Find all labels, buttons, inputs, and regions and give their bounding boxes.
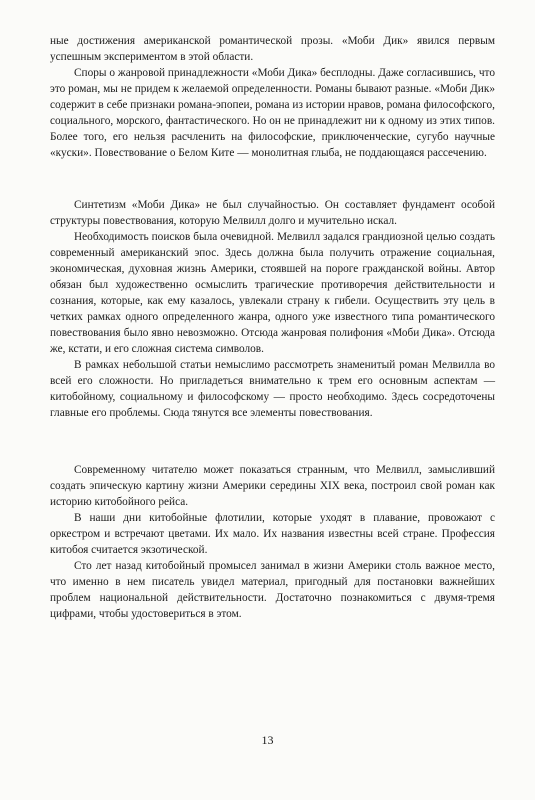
section-break [50,421,495,462]
paragraph: В наши дни китобойные флотилии, которые уходят в плавание, провожают с оркестром и встречают цветами. Их мало. Их названия известны всей стране. Профессия китобоя считается экзотической. [50,512,495,556]
paragraph: Синтетизм «Моби Дика» не был случайностью. Он составляет фундамент особой структуры повествования, которую Мелвилл долго и мучительно искал. [50,199,495,227]
section-break [50,161,495,197]
paragraph: ные достижения американской романтической прозы. «Моби Дик» явился первым успешным экспериментом в этой области. [50,35,495,63]
paragraph: Современному читателю может показаться странным, что Мелвилл, замысливший создать эпическую картину жизни Америки середины XIX века, построил свой роман как историю китобойного рейса. [50,464,495,508]
page-number: 13 [261,733,274,747]
paragraph: Сто лет назад китобойный промысел занимал в жизни Америки столь важное место, что именно в нем писатель увидел материал, пригодный для постановки важнейших проблем национальной действительности. Достаточно познакомиться с двумя-тремя цифрами, чтобы удостовериться в этом. [50,560,495,620]
body-text [50,33,495,622]
paragraph: Споры о жанровой принадлежности «Моби Дика» бесплодны. Даже согласившись, что это роман, мы не придем к желаемой определенности. Романы бывают разные. «Моби Дик» содержит в себе признаки романа-эпопеи, романа из истории нравов, романа философского, социального, морского, фантастического. Но он не принадлежит ни к одному из этих типов. Более того, его нельзя расчленить на философские, приключенческие, сугубо научные «куски». Повествование о Белом Ките — монолитная глыба, не поддающаяся рассечению. [50,67,495,159]
paragraph: Необходимость поисков была очевидной. Мелвилл задался грандиозной целью создать современный американский эпос. Здесь должна была получить отражение социальная, экономическая, духовная жизнь Америки, стоявшей на пороге гражданской войны. Автор обязан был художественно осмыслить трагические противоречия действительности и сознания, которые, как ему казалось, увлекали страну к гибели. Осуществить эту цель в четких рамках одного определенного жанра, одного уже известного типа романтического повествования было явно невозможно. Отсюда жанровая полифония «Моби Дика». Отсюда же, кстати, и его сложная система символов. [50,231,495,355]
paragraph: В рамках небольшой статьи немыслимо рассмотреть знаменитый роман Мелвилла во всей его сложности. Но пригладеться внимательно к трем его основным аспектам — китобойному, социальному и философскому — просто необходимо. Здесь сосредоточены главные его проблемы. Сюда тянутся все элементы повествования. [50,359,495,419]
